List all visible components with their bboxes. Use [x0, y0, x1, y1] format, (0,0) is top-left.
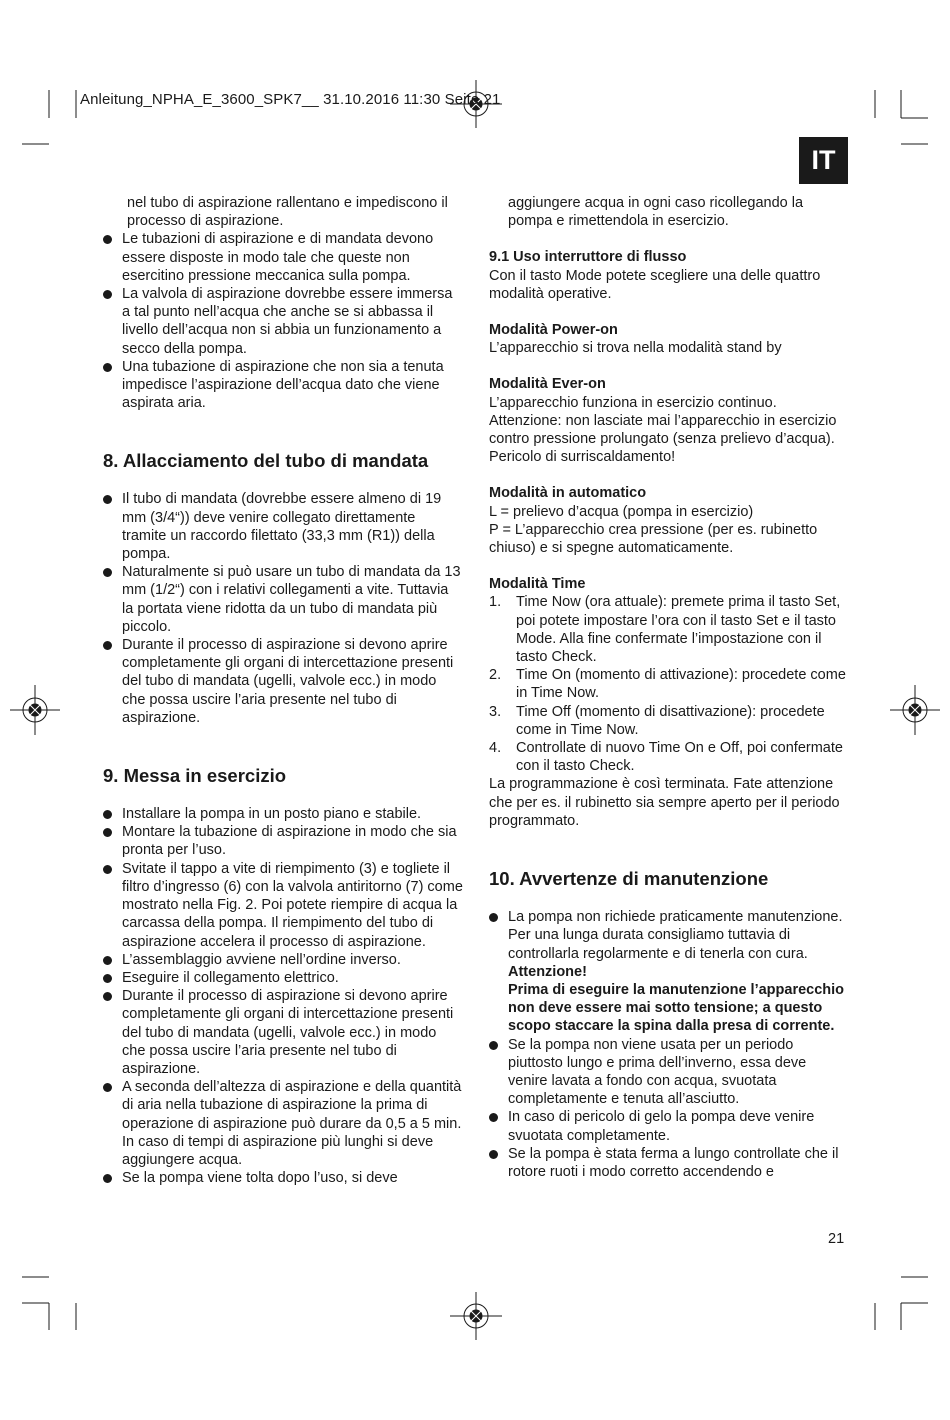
paragraph: Con il tasto Mode potete scegliere una delle quattro modalità operative. — [489, 267, 821, 302]
list-item: Eseguire il collegamento elettrico. — [103, 969, 463, 987]
step-number: 2. — [489, 667, 502, 684]
list-item: Il tubo di mandata (dovrebbe essere almeno di 19 mm (3/4“)) deve venire collegato direttamente tramite un raccordo filettato (33,3 mm (R1)) della pompa. — [103, 490, 463, 563]
registration-mark-right — [890, 685, 940, 735]
print-file-header: Anleitung_NPHA_E_3600_SPK7__ 31.10.2016 11:30 Seite 21 — [80, 91, 501, 108]
numbered-step — [489, 703, 849, 739]
section-heading-8: 8. Allacciamento del tubo di mandata — [103, 450, 429, 472]
list-item: L’assemblaggio avviene nell’ordine inverso. — [103, 951, 463, 969]
mode-heading-ever-on: Modalità Ever-on — [489, 376, 606, 393]
list-item-text: La pompa non richiede praticamente manutenzione. Per una lunga durata consigliamo tuttavia di controllarla regolarmente e di tenerla con cura. — [508, 909, 843, 962]
warning-text: Prima di eseguire la manutenzione l’apparecchio non deve essere mai sotto tensione; a questo scopo staccare la spina dalla presa di corrente. — [508, 981, 845, 1035]
paragraph: L’apparecchio si trova nella modalità stand by — [489, 340, 782, 357]
list-item: Se la pompa non viene usata per un periodo piuttosto lungo e prima dell’inverno, essa deve venire lavata a fondo con acqua, svuotata completamente e tenuta all’asciutto. — [489, 1036, 849, 1109]
list-item: A seconda dell’altezza di aspirazione e della quantità di aria nella tubazione di aspirazione la prima di operazione di aspirazione può durare da 0,5 a 5 min. In caso di tempi di aspirazione più lunghi si deve aggiungere acqua. — [103, 1078, 463, 1169]
step-number: 3. — [489, 703, 502, 720]
language-tab: IT — [799, 137, 848, 184]
section-heading-10: 10. Avvertenze di manutenzione — [489, 868, 769, 890]
right-column — [489, 194, 849, 1181]
mode-heading-power-on: Modalità Power-on — [489, 322, 618, 339]
paragraph: L = prelievo d’acqua (pompa in esercizio) — [489, 503, 754, 520]
list-item: Durante il processo di aspirazione si devono aprire completamente gli organi di intercettazione presenti del tubo di mandata (ugelli, valvole ecc.) in modo che possa uscire l’aria presente nel tubo di aspirazione. — [103, 987, 463, 1078]
step-text: Time Now (ora attuale): premete prima il tasto Set, poi potete impostare l’ora con il tasto Set e il tasto Mode. Alla fine confermate l’impostazione con il tasto Check. — [516, 594, 841, 666]
mode-heading-time: Modalità Time — [489, 576, 586, 593]
list-item: Le tubazioni di aspirazione e di mandata devono essere disposte in modo tale che queste non esercitino pressione meccanica sulla pompa. — [103, 230, 463, 285]
registration-mark-bottom — [450, 1292, 502, 1340]
step-number: 4. — [489, 740, 502, 757]
list-item: La valvola di aspirazione dovrebbe essere immersa a tal punto nell’acqua che anche se si abbassa il livello dell’acqua non si abbia un funzionamento a secco della pompa. — [103, 285, 463, 358]
registration-mark-left — [10, 685, 60, 735]
step-number: 1. — [489, 594, 502, 611]
numbered-step — [489, 739, 849, 775]
left-column — [103, 194, 463, 1187]
section-heading-9: 9. Messa in esercizio — [103, 765, 287, 787]
list-item: Una tubazione di aspirazione che non sia a tenuta impedisce l’aspirazione dell’acqua dato che viene aspirata aria. — [103, 358, 463, 413]
list-item — [489, 908, 849, 1035]
list-item: nel tubo di aspirazione rallentano e impediscono il processo di aspirazione. — [127, 195, 448, 230]
list-item: In caso di pericolo di gelo la pompa deve venire svuotata completamente. — [489, 1108, 849, 1144]
page-number: 21 — [828, 1231, 845, 1247]
paragraph: La programmazione è così terminata. Fate attenzione che per es. il rubinetto sia sempre aperto per il periodo programmato. — [489, 776, 840, 829]
list-item: Se la pompa viene tolta dopo l’uso, si deve — [103, 1169, 463, 1187]
list-item: Naturalmente si può usare un tubo di mandata da 13 mm (1/2“) con i relativi collegamenti a vite. Tuttavia la portata viene ridotta da un tubo di mandata più piccolo. — [103, 563, 463, 636]
list-item: Svitate il tappo a vite di riempimento (3) e togliete il filtro d’ingresso (6) con la valvola antiritorno (7) come mostrato nella Fig. 2. Poi potete riempire di acqua la carcassa della pompa. Il riempimento del tubo di aspirazione accelera il processo di aspirazione. — [103, 860, 463, 951]
numbered-step — [489, 666, 849, 702]
section-heading-9-1: 9.1 Uso interruttore di flusso — [489, 249, 687, 266]
paragraph: P = L’apparecchio crea pressione (per es. rubinetto chiuso) e si spegne automaticamente. — [489, 521, 818, 557]
list-item: Montare la tubazione di aspirazione in modo che sia pronta per l’uso. — [103, 823, 463, 859]
mode-heading-auto: Modalità in automatico — [489, 485, 647, 502]
list-item: Durante il processo di aspirazione si devono aprire completamente gli organi di intercettazione presenti del tubo di mandata (ugelli, valvole ecc.) in modo che possa uscire l’aria presente nel tubo di aspirazione. — [103, 636, 463, 727]
step-text: Controllate di nuovo Time On e Off, poi confermate con il tasto Check. — [516, 740, 843, 775]
step-text: Time On (momento di attivazione): procedete come in Time Now. — [516, 667, 846, 702]
attention-label: Attenzione! — [508, 963, 587, 980]
paragraph: L’apparecchio funziona in esercizio continuo. Attenzione: non lasciate mai l’apparecchio in esercizio contro pressione prolungato (senza prelievo d’acqua). Pericolo di surriscaldamento! — [489, 394, 837, 466]
paragraph: aggiungere acqua in ogni caso ricollegando la pompa e rimettendola in esercizio. — [508, 195, 804, 230]
step-text: Time Off (momento di disattivazione): procedete come in Time Now. — [516, 703, 825, 738]
list-item: Se la pompa è stata ferma a lungo controllate che il rotore ruoti i modo corretto accendendo e — [489, 1145, 849, 1181]
numbered-step — [489, 593, 849, 666]
list-item: Installare la pompa in un posto piano e stabile. — [103, 805, 463, 823]
